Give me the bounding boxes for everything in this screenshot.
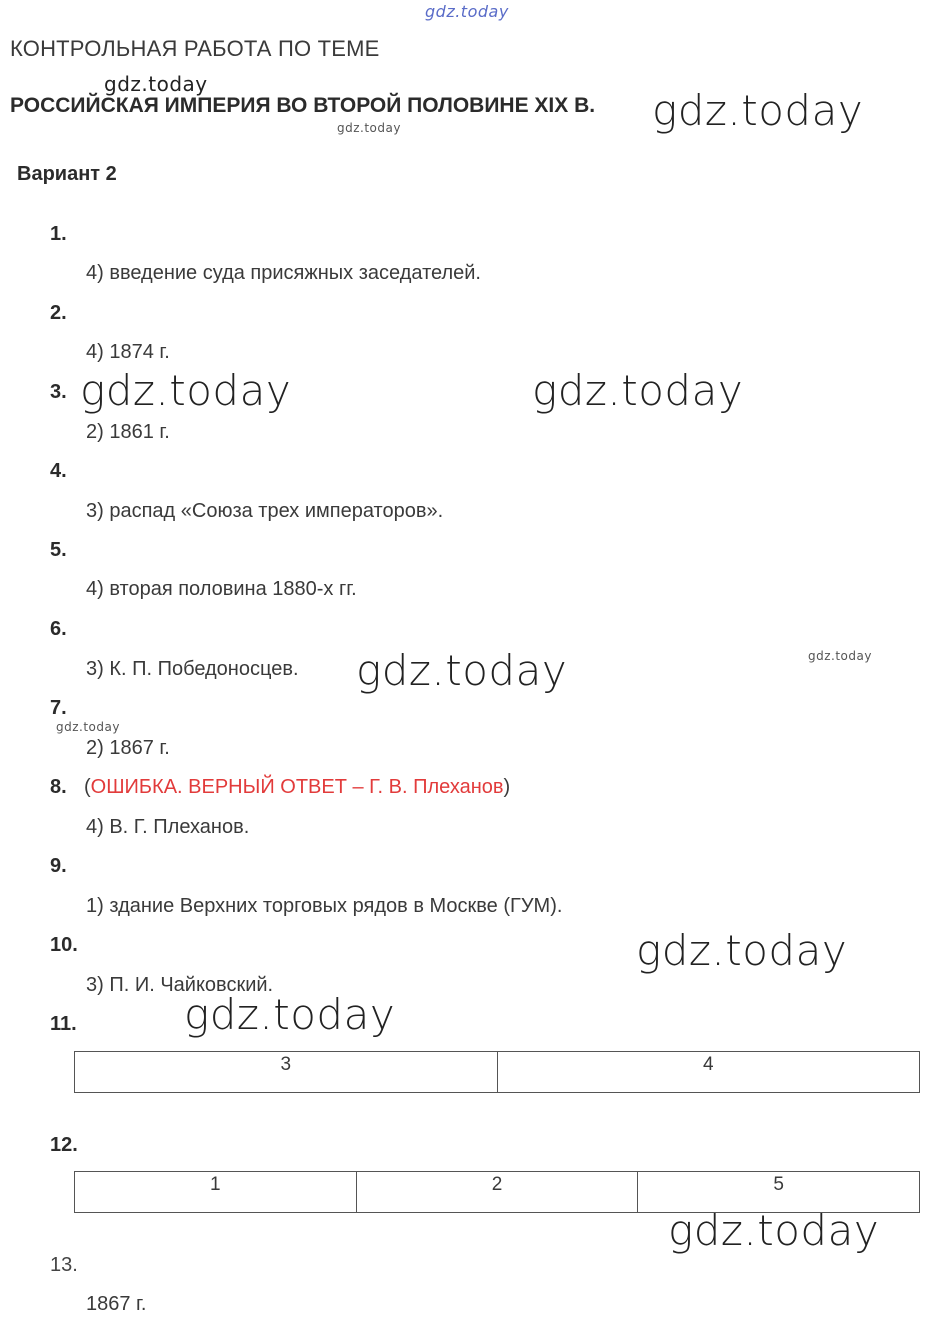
question-answer: 3) распад «Союза трех императоров». <box>86 500 444 522</box>
watermark-logo: gdz.today <box>80 366 292 415</box>
question-number: 8. <box>50 776 67 798</box>
watermark-logo: gdz.today <box>104 72 208 96</box>
question-answer: 4) вторая половина 1880-х гг. <box>86 578 357 600</box>
watermark-logo: gdz.today <box>532 366 744 415</box>
question-number: 3. <box>50 381 67 403</box>
question-answer: 2) 1867 г. <box>86 737 170 759</box>
question-number: 1. <box>50 223 67 245</box>
question-answer: 1) здание Верхних торговых рядов в Москве (ГУМ). <box>86 895 563 917</box>
watermark-logo: gdz.today <box>425 2 509 21</box>
watermark-logo: gdz.today <box>184 990 396 1039</box>
question-number: 12. <box>50 1134 78 1156</box>
question-number: 4. <box>50 460 67 482</box>
question-answer: 3) П. И. Чайковский. <box>86 974 274 996</box>
correction-note <box>84 776 510 799</box>
watermark-logo: gdz.today <box>56 720 120 734</box>
table-cell: 1 <box>75 1172 357 1213</box>
watermark-logo: gdz.today <box>356 646 568 695</box>
table-cell: 5 <box>638 1172 920 1213</box>
variant-label: Вариант 2 <box>17 163 117 185</box>
question-number: 9. <box>50 855 67 877</box>
watermark-logo: gdz.today <box>808 649 872 663</box>
question-number: 7. <box>50 697 67 719</box>
table-cell: 2 <box>356 1172 638 1213</box>
correction-close: ) <box>503 776 511 798</box>
watermark-logo: gdz.today <box>636 926 848 975</box>
watermark-logo: gdz.today <box>652 86 864 135</box>
question-answer: 1867 г. <box>86 1293 147 1315</box>
table-cell: 4 <box>497 1052 920 1093</box>
question-number: 6. <box>50 618 67 640</box>
question-number: 13. <box>50 1254 78 1276</box>
question-number: 5. <box>50 539 67 561</box>
question-number: 10. <box>50 934 78 956</box>
question-answer: 4) 1874 г. <box>86 341 170 363</box>
correction-open: ( <box>84 776 91 798</box>
question-answer: 2) 1861 г. <box>86 421 170 443</box>
answer-table <box>74 1051 920 1093</box>
watermark-logo: gdz.today <box>668 1206 880 1255</box>
question-answer: 4) введение суда присяжных заседателей. <box>86 262 481 284</box>
page-title: КОНТРОЛЬНАЯ РАБОТА ПО ТЕМЕ <box>10 36 380 61</box>
question-number: 2. <box>50 302 67 324</box>
question-answer: 4) В. Г. Плеханов. <box>86 816 250 838</box>
question-number: 11. <box>50 1013 77 1035</box>
question-answer: 3) К. П. Победоносцев. <box>86 658 299 680</box>
watermark-logo: gdz.today <box>337 121 401 135</box>
correction-text: ОШИБКА. ВЕРНЫЙ ОТВЕТ – Г. В. Плеханов <box>90 776 504 798</box>
table-row <box>75 1052 920 1093</box>
page-subtitle: РОССИЙСКАЯ ИМПЕРИЯ ВО ВТОРОЙ ПОЛОВИНЕ XIX В. <box>10 94 596 117</box>
table-cell: 3 <box>75 1052 498 1093</box>
